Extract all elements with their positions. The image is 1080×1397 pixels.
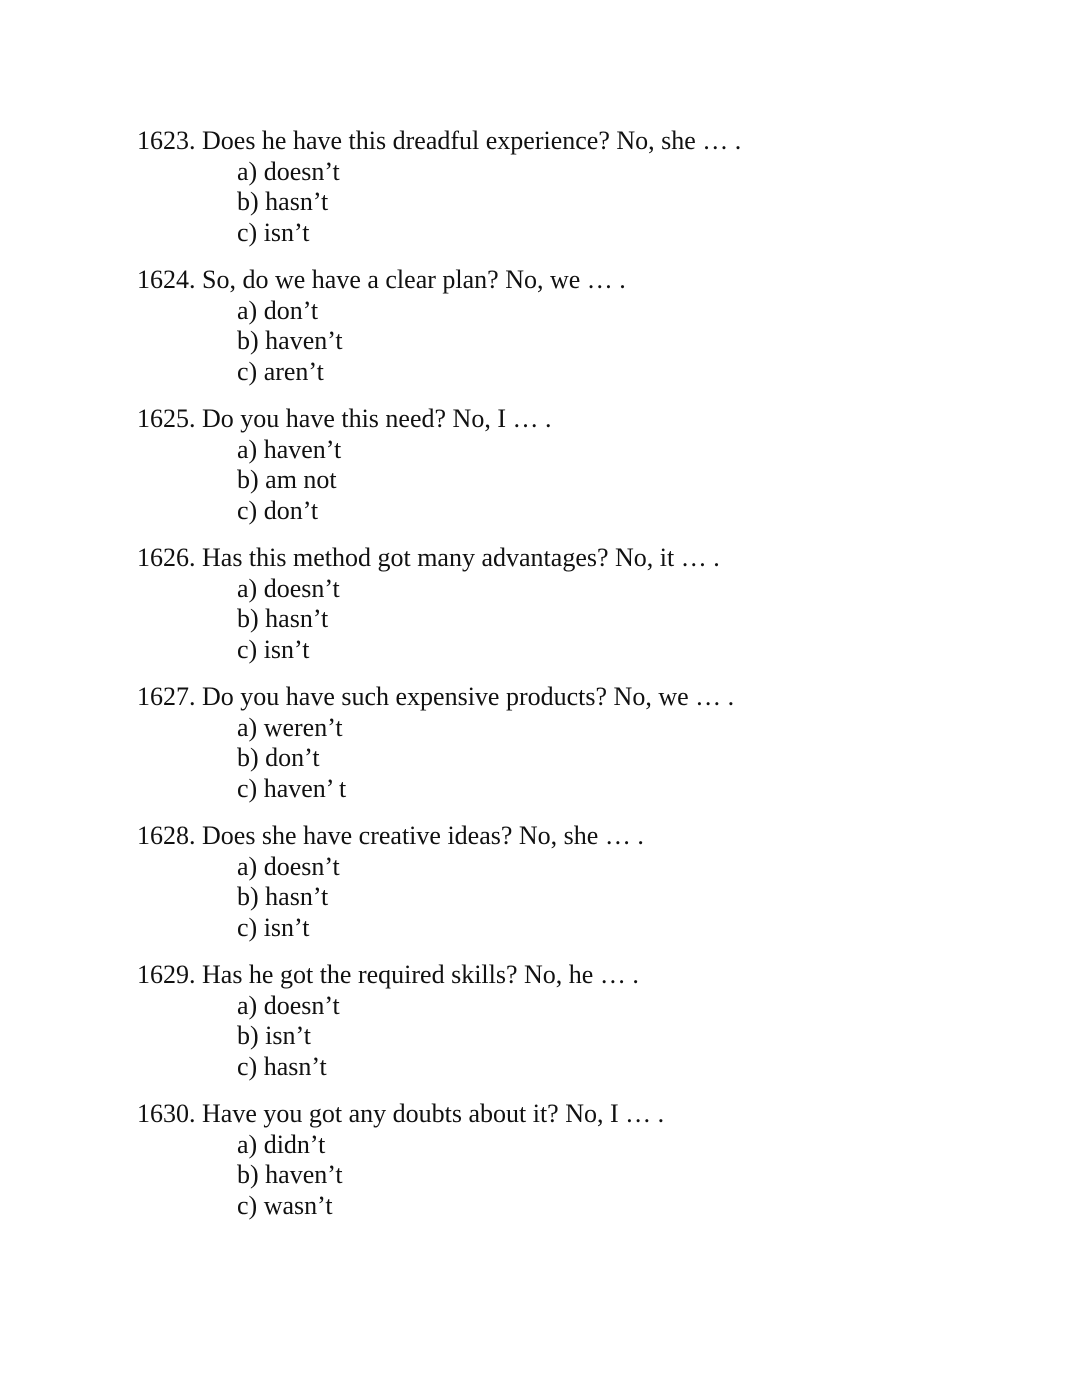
question-stem: 1630. Have you got any doubts about it? No, I … .: [137, 1099, 665, 1128]
option-a: a) doesn’t: [237, 990, 340, 1020]
option-c: c) isn’t: [237, 634, 310, 664]
option-c: c) wasn’t: [237, 1190, 333, 1220]
question-1623: [137, 126, 1037, 248]
question-stem: 1629. Has he got the required skills? No, he … .: [137, 960, 639, 989]
option-a: a) don’t: [237, 295, 319, 325]
option-b: b) am not: [237, 465, 337, 494]
question-1626: [137, 543, 1037, 665]
question-1628: [137, 821, 1037, 943]
document-page: [137, 126, 1037, 1238]
question-1627: [137, 682, 1037, 804]
option-c: c) hasn’t: [237, 1051, 327, 1081]
option-b: b) hasn’t: [237, 882, 329, 911]
question-1629: [137, 960, 1037, 1082]
question-stem: 1624. So, do we have a clear plan? No, we … .: [137, 265, 626, 294]
option-a: a) doesn’t: [237, 573, 340, 603]
option-c: c) haven’ t: [237, 773, 347, 803]
question-1624: [137, 265, 1037, 387]
option-c: c) isn’t: [237, 912, 310, 942]
option-a: a) doesn’t: [237, 851, 340, 881]
option-b: b) hasn’t: [237, 187, 329, 216]
option-b: b) isn’t: [237, 1021, 311, 1050]
option-b: b) don’t: [237, 743, 320, 772]
option-b: b) hasn’t: [237, 604, 329, 633]
option-c: c) aren’t: [237, 356, 324, 386]
option-b: b) haven’t: [237, 326, 343, 355]
question-stem: 1628. Does she have creative ideas? No, she … .: [137, 821, 644, 850]
question-1625: [137, 404, 1037, 526]
question-stem: 1625. Do you have this need? No, I … .: [137, 404, 552, 433]
option-c: c) isn’t: [237, 217, 310, 247]
option-a: a) doesn’t: [237, 156, 340, 186]
option-c: c) don’t: [237, 495, 319, 525]
question-stem: 1626. Has this method got many advantages? No, it … .: [137, 543, 720, 572]
question-1630: [137, 1099, 1037, 1221]
option-b: b) haven’t: [237, 1160, 343, 1189]
question-stem: 1627. Do you have such expensive products? No, we … .: [137, 682, 735, 711]
question-stem: 1623. Does he have this dreadful experience? No, she … .: [137, 126, 742, 155]
option-a: a) weren’t: [237, 712, 343, 742]
option-a: a) haven’t: [237, 434, 342, 464]
option-a: a) didn’t: [237, 1129, 326, 1159]
